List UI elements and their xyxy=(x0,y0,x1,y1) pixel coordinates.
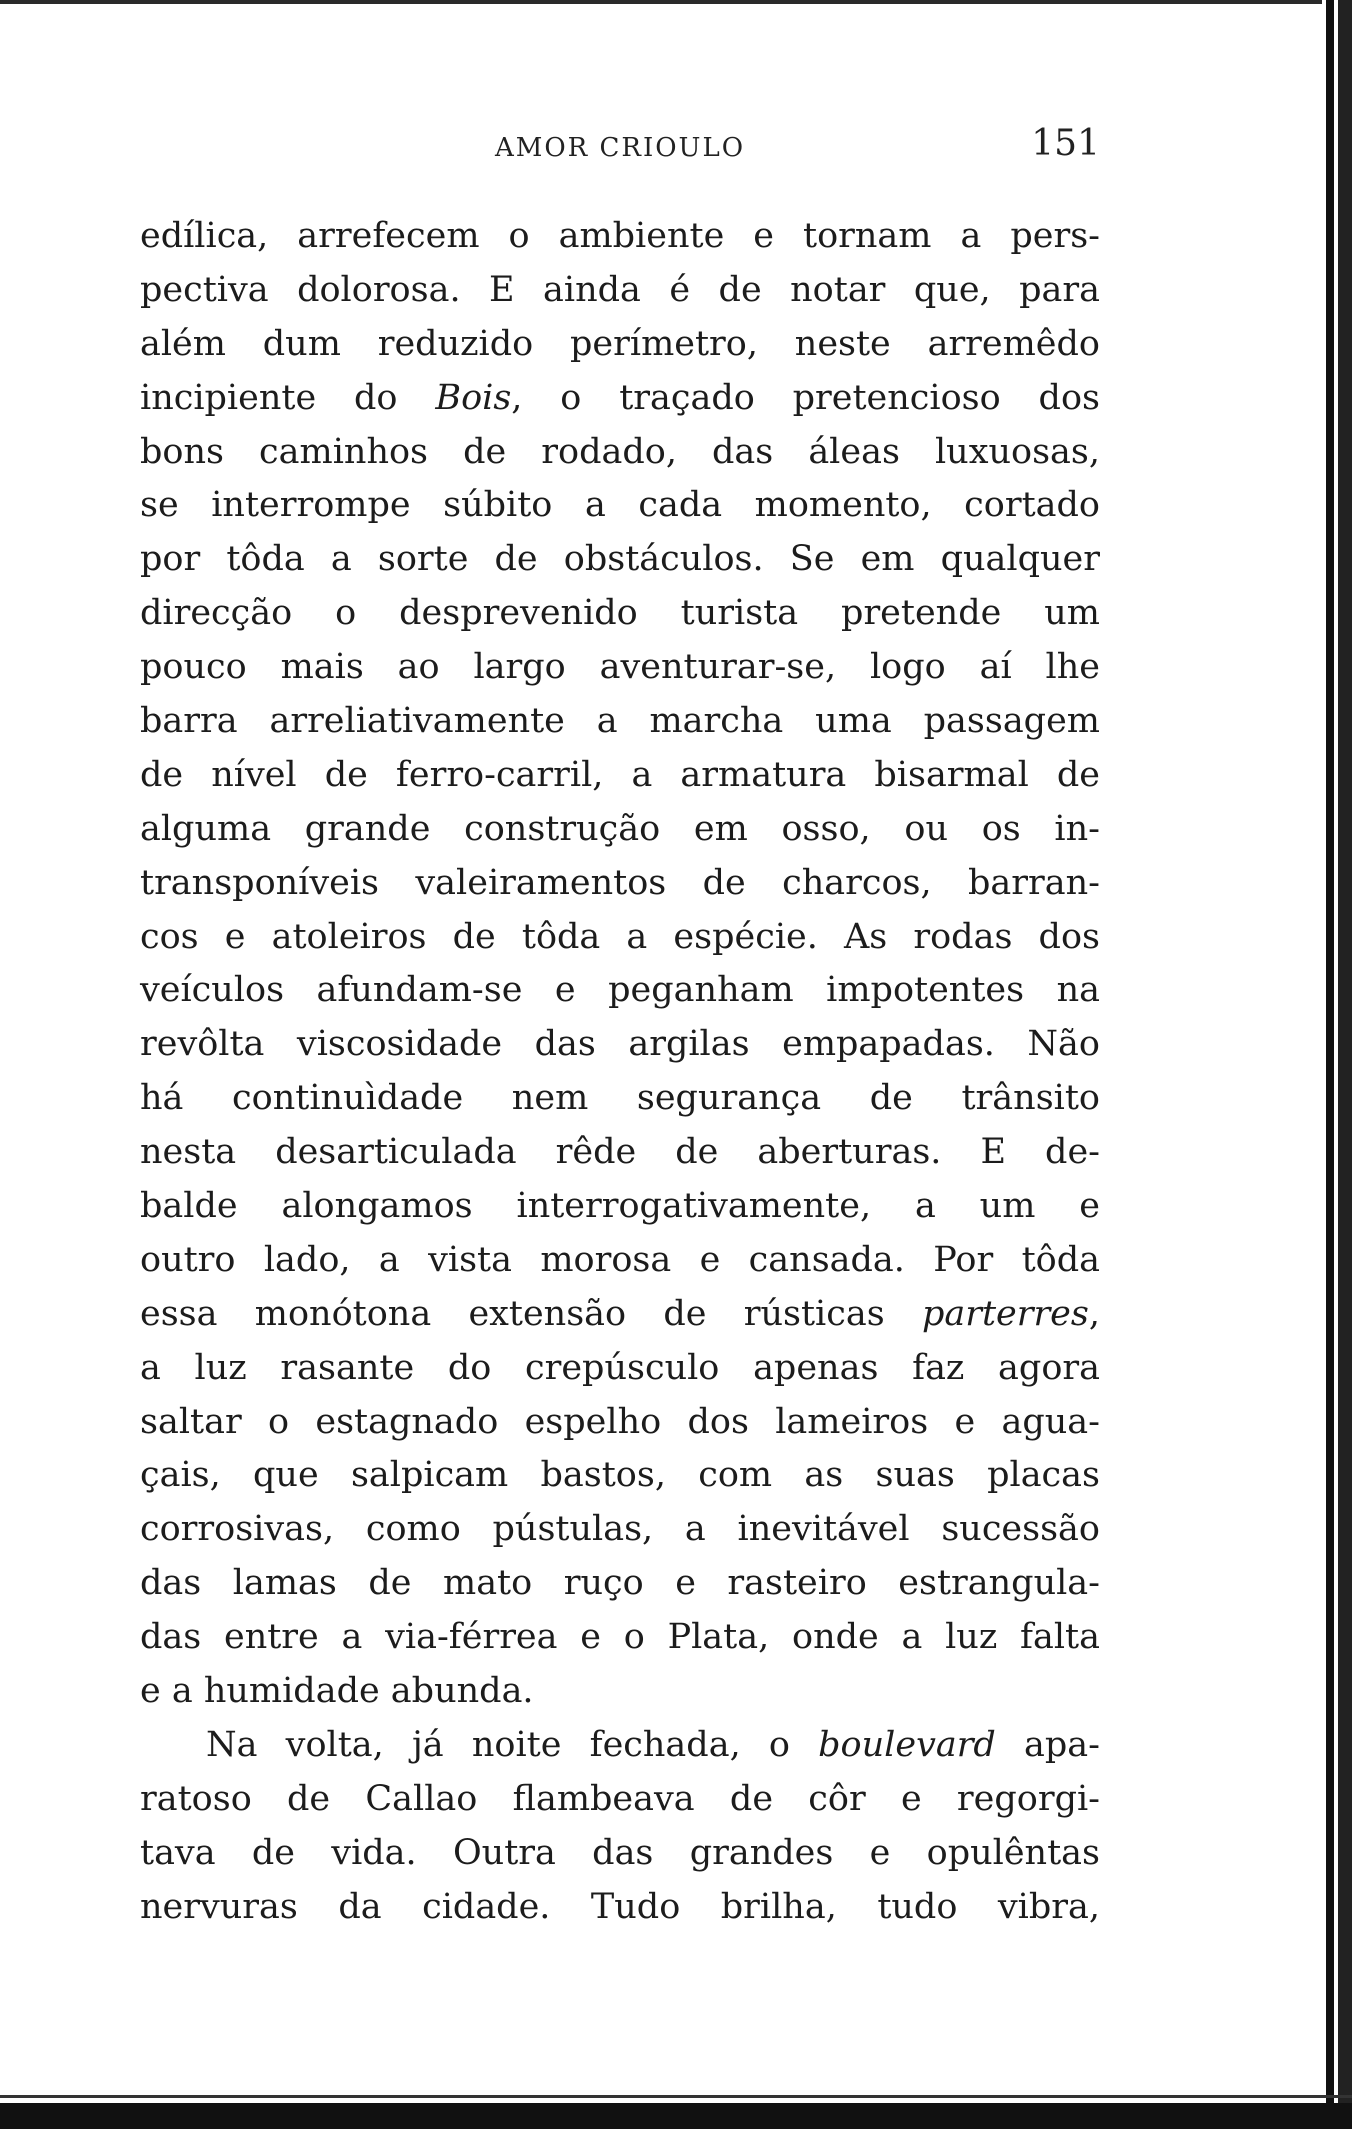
bottom-page-edge xyxy=(0,2103,1352,2129)
text-line: edílica, arrefecem o ambiente e tornam a pers- xyxy=(140,216,1100,256)
text-segment: apa- xyxy=(995,1724,1100,1765)
text-line: se interrompe súbito a cada momento, cortado xyxy=(140,485,1100,526)
text-segment: incipiente do xyxy=(140,377,436,418)
body-text xyxy=(140,210,1100,1935)
text-line: outro lado, a vista morosa e cansada. Por tôda xyxy=(140,1239,1100,1280)
text-segment: , xyxy=(1088,1293,1100,1334)
italic-term: parterres xyxy=(921,1293,1089,1334)
page-number: 151 xyxy=(1031,123,1100,164)
text-line: há continuìdade nem segurança de trânsito xyxy=(140,1078,1100,1119)
text-line: das lamas de mato ruço e rasteiro estrangula- xyxy=(140,1563,1100,1604)
italic-term: boulevard xyxy=(818,1724,996,1765)
text-line: nervuras da cidade. Tudo brilha, tudo vibra, xyxy=(140,1886,1100,1927)
text-segment: essa monótona extensão de rústicas xyxy=(140,1293,922,1334)
text-line: além dum reduzido perímetro, neste arremêdo xyxy=(140,323,1100,364)
text-line: pectiva dolorosa. E ainda é de notar que, para xyxy=(140,269,1100,310)
text-line: por tôda a sorte de obstáculos. Se em qualquer xyxy=(140,539,1100,580)
text-line: a luz rasante do crepúsculo apenas faz agora xyxy=(140,1347,1100,1388)
text-segment: Na volta, já noite fechada, o xyxy=(206,1724,819,1765)
text-line: saltar o estagnado espelho dos lameiros e agua- xyxy=(140,1401,1100,1442)
text-line: direcção o desprevenido turista pretende um xyxy=(140,593,1100,634)
text-line: ratoso de Callao flambeava de côr e regorgi- xyxy=(140,1778,1100,1819)
text-line: nesta desarticulada rêde de aberturas. E de- xyxy=(140,1132,1100,1173)
text-line: balde alongamos interrogativamente, a um e xyxy=(140,1186,1100,1227)
running-head xyxy=(140,123,1100,168)
text-segment: , o traçado pretencioso dos xyxy=(511,377,1100,418)
text-line: veículos afundam-se e peganham impotentes na xyxy=(140,970,1100,1011)
top-page-edge xyxy=(0,0,1352,4)
text-line-paragraph-end: e a humidade abunda. xyxy=(140,1671,534,1712)
text-line-paragraph-start xyxy=(140,1719,1100,1773)
text-line: barra arreliativamente a marcha uma passagem xyxy=(140,701,1100,742)
text-line xyxy=(140,1288,1100,1342)
text-line: transponíveis valeiramentos de charcos, barran- xyxy=(140,862,1100,903)
running-title: AMOR CRIOULO xyxy=(494,133,746,163)
italic-term: Bois xyxy=(435,377,512,418)
text-line: çais, que salpicam bastos, com as suas placas xyxy=(140,1455,1100,1496)
text-line: tava de vida. Outra das grandes e opulêntas xyxy=(140,1832,1100,1873)
text-line: corrosivas, como pústulas, a inevitável sucessão xyxy=(140,1509,1100,1550)
text-line: bons caminhos de rodado, das áleas luxuosas, xyxy=(140,431,1100,472)
text-line: cos e atoleiros de tôda a espécie. As rodas dos xyxy=(140,916,1100,957)
text-line: alguma grande construção em osso, ou os in- xyxy=(140,808,1100,849)
right-page-edge xyxy=(1322,0,1352,2129)
text-line: de nível de ferro-carril, a armatura bisarmal de xyxy=(140,754,1100,795)
text-line: revôlta viscosidade das argilas empapadas. Não xyxy=(140,1024,1100,1065)
text-line xyxy=(140,372,1100,426)
text-line: pouco mais ao largo aventurar-se, logo aí lhe xyxy=(140,647,1100,688)
text-line: das entre a via-férrea e o Plata, onde a luz falta xyxy=(140,1617,1100,1658)
